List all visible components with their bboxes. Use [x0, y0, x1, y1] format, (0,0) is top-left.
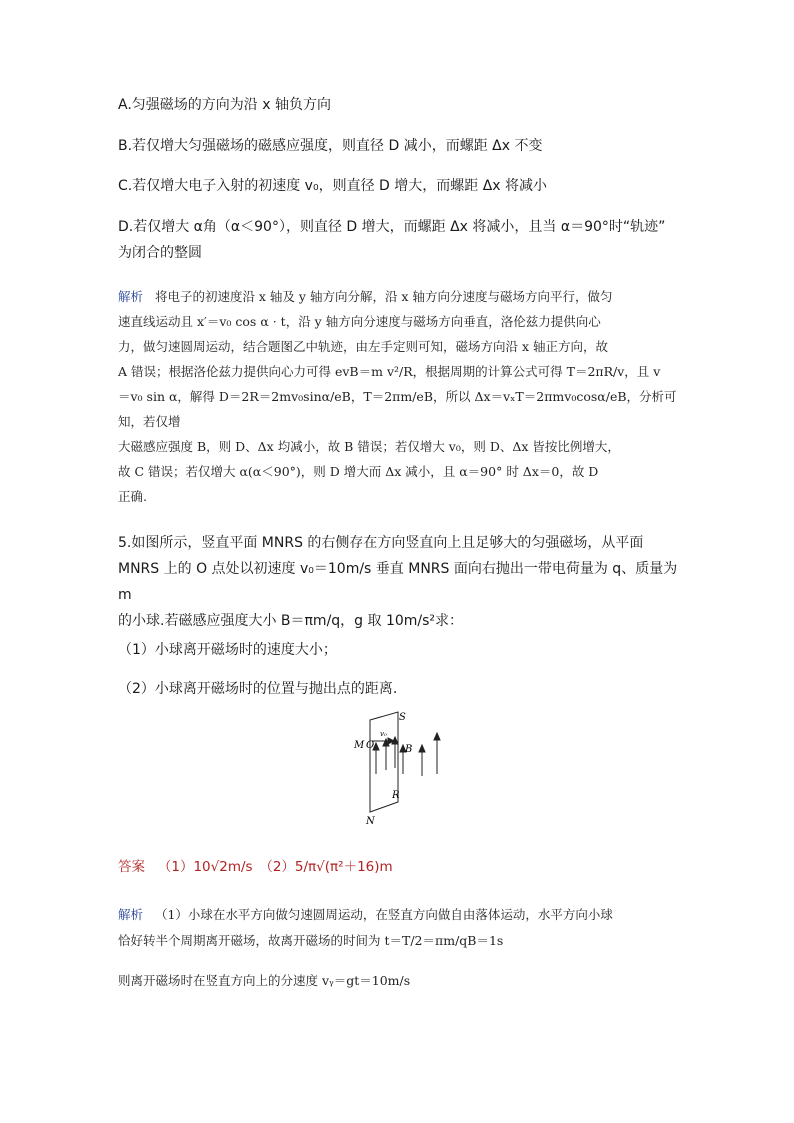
option-b: B.若仅增大匀强磁场的磁感应强度，则直径 D 减小，而螺距 Δx 不变 [118, 138, 543, 154]
analysis-label: 解析 [118, 289, 144, 304]
label-m: M [354, 740, 365, 751]
analysis-line: 力，做匀速圆周运动，结合题图乙中轨迹，由左手定则可知，磁场方向沿 x 轴正方向，故 [118, 339, 608, 354]
analysis-line: 速直线运动且 x′＝v₀ cos α · t，沿 y 轴方向分速度与磁场方向垂直，洛伦兹力提供向心 [118, 314, 601, 329]
analysis-line: 解析 （1）小球在水平方向做匀速圆周运动，在竖直方向做自由落体运动，水平方向小球 [118, 907, 613, 922]
analysis-line: 故 C 错误；若仅增大 α(α＜90°)，则 D 增大而 Δx 减小，且 α＝90° 时 Δx＝0，故 D [118, 464, 599, 479]
analysis-2 [118, 902, 678, 993]
answer [118, 856, 678, 878]
question-5-sub2: （2）小球离开磁场时的位置与抛出点的距离. [118, 681, 398, 697]
analysis-1 [118, 284, 678, 509]
option-a: A.匀强磁场的方向为沿 x 轴负方向 [118, 97, 331, 113]
label-o: O [366, 740, 375, 751]
answer-label: 答案 [118, 859, 145, 875]
question-5-sub1: （1）小球离开磁场时的速度大小； [118, 642, 337, 658]
label-s: S [399, 712, 406, 723]
option-c: C.若仅增大电子入射的初速度 v₀，则直径 D 增大，而螺距 Δx 将减小 [118, 178, 548, 194]
option-d-line1: D.若仅增大 α角（α＜90°），则直径 D 增大，而螺距 Δx 将减小，且当 α＝90°时“轨迹” [118, 219, 666, 235]
analysis-line: 则离开磁场时在竖直方向上的分速度 vᵧ＝gt＝10m/s [118, 973, 411, 988]
analysis-label: 解析 [118, 907, 144, 922]
label-b: B [405, 744, 413, 755]
analysis-line: 解析 将电子的初速度沿 x 轴及 y 轴方向分解，沿 x 轴方向分速度与磁场方向平行，做匀 [118, 289, 613, 304]
label-v0: v₀ [380, 730, 387, 738]
label-r: R [392, 790, 400, 801]
question-line: MNRS 上的 O 点处以初速度 v₀＝10m/s 垂直 MNRS 面向右抛出一带电荷量为 q、质量为 m [118, 561, 678, 603]
question-line: 5.如图所示，竖直平面 MNRS 的右侧存在方向竖直向上且足够大的匀强磁场，从平面 [118, 535, 644, 551]
analysis-line: A 错误；根据洛伦兹力提供向心力可得 evB＝m v²/R，根据周期的计算公式可得 T＝2πR/v，且 v [118, 364, 661, 379]
magnetic-field-figure [340, 708, 460, 830]
option-d-line2: 为闭合的整圆 [118, 245, 202, 261]
answer-text: （1）10√2m/s （2）5/π√(π²＋16)m [157, 859, 393, 875]
label-n: N [366, 816, 375, 827]
analysis-line: ＝v₀ sin α，解得 D＝2R＝2mv₀sinα/eB，T＝2πm/eB，所以 Δx＝vₓT＝2πmv₀cosα/eB，分析可知，若仅增 [118, 389, 677, 429]
analysis-line: 恰好转半个周期离开磁场，故离开磁场的时间为 t＝T/2＝πm/qB＝1s [118, 933, 504, 948]
analysis-line: 大磁感应强度 B，则 D、Δx 均减小，故 B 错误；若仅增大 v₀，则 D、Δx 皆按比例增大， [118, 439, 620, 454]
analysis-line: 正确. [118, 489, 147, 504]
question-line: 的小球.若磁感应强度大小 B＝πm/q，g 取 10m/s²求： [118, 613, 464, 629]
question-5 [118, 530, 678, 634]
